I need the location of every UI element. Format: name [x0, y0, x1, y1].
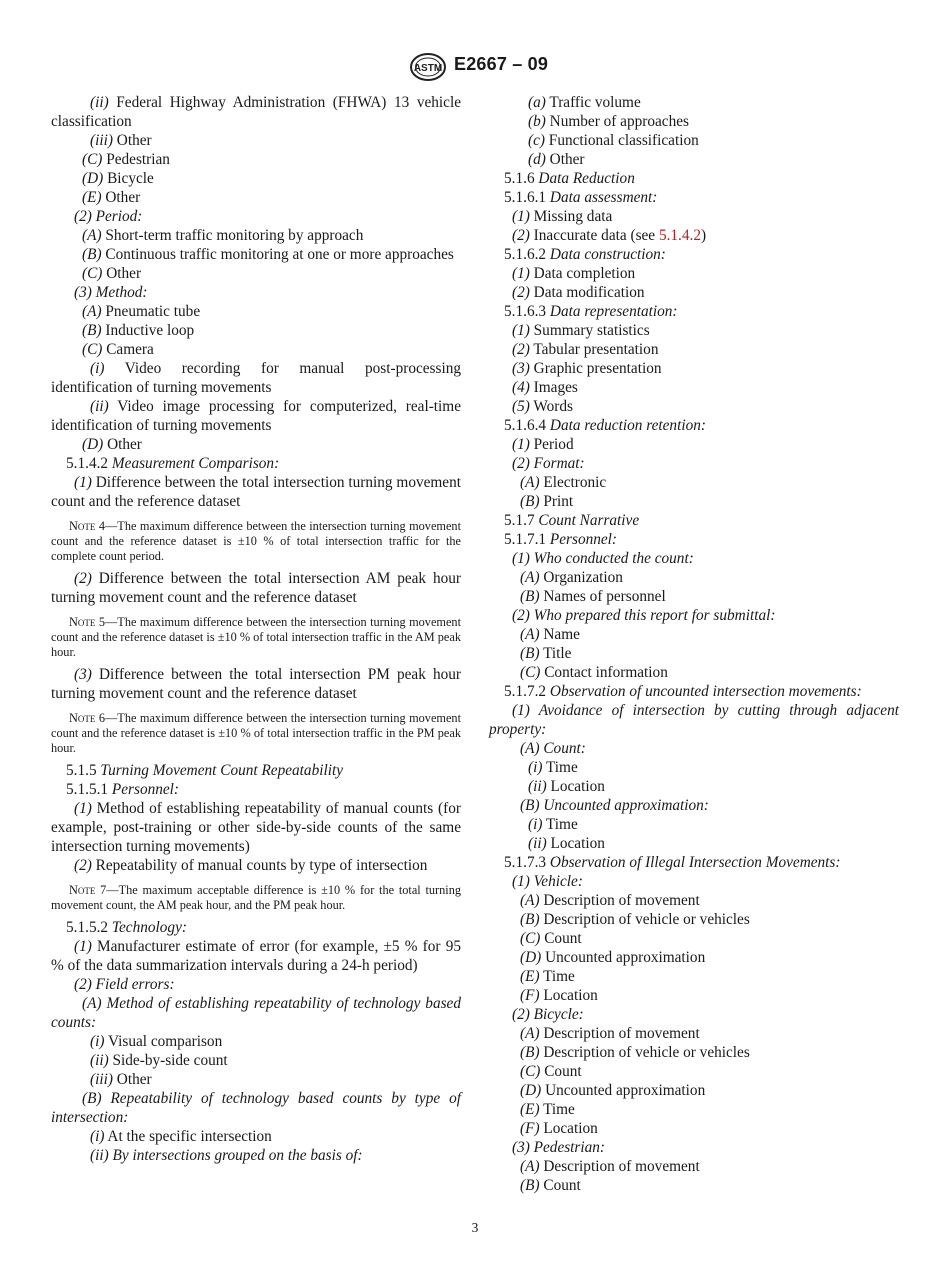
- list-item: (B) Repeatability of technology based counts by type of intersection:: [51, 1090, 461, 1126]
- section-heading: 5.1.7.3 Observation of Illegal Intersection Movements:: [504, 854, 841, 871]
- right-column: [489, 93, 899, 1195]
- section-heading: 5.1.4.2 Measurement Comparison:: [66, 455, 280, 472]
- list-item: (D) Uncounted approximation: [520, 949, 706, 966]
- list-item: (D) Uncounted approximation: [520, 1082, 706, 1099]
- list-item: (D) Other: [82, 436, 142, 453]
- list-item: (ii) Video image processing for computerized, real-time identification of turning movements: [51, 398, 461, 434]
- list-item: (1) Manufacturer estimate of error (for example, ±5 % for 95 % of the data summarization intervals during a 24-h period): [51, 938, 461, 974]
- list-item: (2) Data modification: [512, 284, 645, 301]
- list-item: (A) Count:: [520, 740, 586, 757]
- list-item: (1) Difference between the total intersection turning movement count and the reference dataset: [51, 474, 461, 510]
- note-7: Note 7—The maximum acceptable difference is ±10 % for the total turning movement count, the AM peak hour, and the PM peak hour.: [51, 883, 461, 912]
- section-heading: 5.1.6.1 Data assessment:: [504, 189, 658, 206]
- list-item: (2) Field errors:: [74, 976, 175, 993]
- list-item: (2) Repeatability of manual counts by type of intersection: [74, 857, 428, 874]
- list-item: (i) At the specific intersection: [90, 1128, 272, 1145]
- note-6: Note 6—The maximum difference between the intersection turning movement count and the reference dataset is ±10 % of total intersection traffic in the PM peak hour.: [51, 711, 461, 755]
- list-item: (A) Short-term traffic monitoring by approach: [82, 227, 364, 244]
- list-item: (3) Method:: [74, 284, 148, 301]
- list-item: (ii) Location: [528, 778, 605, 795]
- list-item: (A) Electronic: [520, 474, 607, 491]
- list-item: (E) Time: [520, 968, 575, 985]
- list-item: (A) Description of movement: [520, 1158, 700, 1175]
- list-item: (ii) Location: [528, 835, 605, 852]
- list-item: (B) Description of vehicle or vehicles: [520, 1044, 750, 1061]
- list-item: (D) Bicycle: [82, 170, 154, 187]
- section-heading: 5.1.6.3 Data representation:: [504, 303, 678, 320]
- list-item: (F) Location: [520, 1120, 598, 1137]
- list-item: (A) Description of movement: [520, 1025, 700, 1042]
- list-item: (i) Video recording for manual post-processing identification of turning movements: [51, 360, 461, 396]
- logo-text: ASTM: [413, 63, 443, 74]
- list-item: (1) Vehicle:: [512, 873, 583, 890]
- section-heading: 5.1.6.4 Data reduction retention:: [504, 417, 706, 434]
- list-item: (2) Inaccurate data (see 5.1.4.2): [512, 227, 707, 244]
- list-item: (2) Who prepared this report for submittal:: [512, 607, 776, 624]
- list-item: (4) Images: [512, 379, 578, 396]
- list-item: (C) Count: [520, 930, 582, 947]
- section-heading: 5.1.5.1 Personnel:: [66, 781, 180, 798]
- list-item: (B) Count: [520, 1177, 581, 1194]
- section-heading: 5.1.6 Data Reduction: [504, 170, 635, 187]
- list-item: (2) Bicycle:: [512, 1006, 584, 1023]
- list-item: (ii) Federal Highway Administration (FHWA) 13 vehicle classification: [51, 94, 461, 130]
- list-item: (1) Method of establishing repeatability of manual counts (for example, post-training or other side-by-side counts of the same intersection turning movements): [51, 800, 461, 855]
- list-item: (E) Time: [520, 1101, 575, 1118]
- list-item: (B) Title: [520, 645, 572, 662]
- list-item: (1) Who conducted the count:: [512, 550, 694, 567]
- list-item: (B) Names of personnel: [520, 588, 666, 605]
- section-heading: 5.1.7.2 Observation of uncounted intersection movements:: [504, 683, 862, 700]
- list-item: (2) Difference between the total intersection AM peak hour turning movement count and the reference dataset: [51, 570, 461, 606]
- page-header: [0, 50, 950, 84]
- list-item: (c) Functional classification: [528, 132, 699, 149]
- list-item: (ii) By intersections grouped on the basis of:: [90, 1147, 363, 1164]
- list-item: (d) Other: [528, 151, 585, 168]
- list-item: (C) Other: [82, 265, 142, 282]
- list-item: (C) Contact information: [520, 664, 668, 681]
- list-item: (2) Period:: [74, 208, 143, 225]
- list-item: (3) Pedestrian:: [512, 1139, 606, 1156]
- list-item: (1) Period: [512, 436, 574, 453]
- list-item: (C) Pedestrian: [82, 151, 170, 168]
- list-item: (B) Uncounted approximation:: [520, 797, 709, 814]
- section-heading: 5.1.6.2 Data construction:: [504, 246, 666, 263]
- list-item: (3) Difference between the total intersection PM peak hour turning movement count and the reference dataset: [51, 666, 461, 702]
- document-designation: E2667 – 09: [454, 54, 549, 74]
- list-item: (3) Graphic presentation: [512, 360, 662, 377]
- list-item: (1) Missing data: [512, 208, 613, 225]
- list-item: (A) Method of establishing repeatability of technology based counts:: [51, 995, 461, 1031]
- section-link[interactable]: 5.1.4.2: [658, 227, 702, 244]
- list-item: (B) Print: [520, 493, 574, 510]
- list-item: (B) Continuous traffic monitoring at one or more approaches: [82, 246, 454, 263]
- list-item: (A) Name: [520, 626, 580, 643]
- list-item: (1) Avoidance of intersection by cutting through adjacent property:: [489, 702, 899, 738]
- list-item: (B) Description of vehicle or vehicles: [520, 911, 750, 928]
- list-item: (2) Format:: [512, 455, 585, 472]
- list-item: (iii) Other: [90, 132, 152, 149]
- note-5: Note 5—The maximum difference between the intersection turning movement count and the reference dataset is ±10 % of total intersection traffic in the AM peak hour.: [51, 615, 461, 659]
- left-column: [51, 93, 461, 1165]
- list-item: (C) Camera: [82, 341, 154, 358]
- list-item: (A) Organization: [520, 569, 623, 586]
- list-item: (A) Pneumatic tube: [82, 303, 201, 320]
- section-heading: 5.1.7.1 Personnel:: [504, 531, 618, 548]
- list-item: (iii) Other: [90, 1071, 152, 1088]
- list-item: (i) Time: [528, 816, 578, 833]
- list-item: (1) Summary statistics: [512, 322, 650, 339]
- list-item: (b) Number of approaches: [528, 113, 689, 130]
- list-item: (C) Count: [520, 1063, 582, 1080]
- list-item: (1) Data completion: [512, 265, 636, 282]
- list-item: (F) Location: [520, 987, 598, 1004]
- section-heading: 5.1.5.2 Technology:: [66, 919, 187, 936]
- list-item: (ii) Side-by-side count: [90, 1052, 228, 1069]
- list-item: (a) Traffic volume: [528, 94, 641, 111]
- list-item: (B) Inductive loop: [82, 322, 195, 339]
- page-number: 3: [471, 1220, 479, 1235]
- note-4: Note 4—The maximum difference between the intersection turning movement count and the reference dataset is ±10 % of total intersection traffic for the complete count period.: [51, 519, 461, 563]
- list-item: (2) Tabular presentation: [512, 341, 659, 358]
- section-heading: 5.1.5 Turning Movement Count Repeatability: [66, 762, 344, 779]
- list-item: (E) Other: [82, 189, 141, 206]
- list-item: (A) Description of movement: [520, 892, 700, 909]
- list-item: (i) Visual comparison: [90, 1033, 223, 1050]
- section-heading: 5.1.7 Count Narrative: [504, 512, 640, 529]
- astm-logo-icon: [409, 52, 447, 82]
- list-item: (i) Time: [528, 759, 578, 776]
- list-item: (5) Words: [512, 398, 573, 415]
